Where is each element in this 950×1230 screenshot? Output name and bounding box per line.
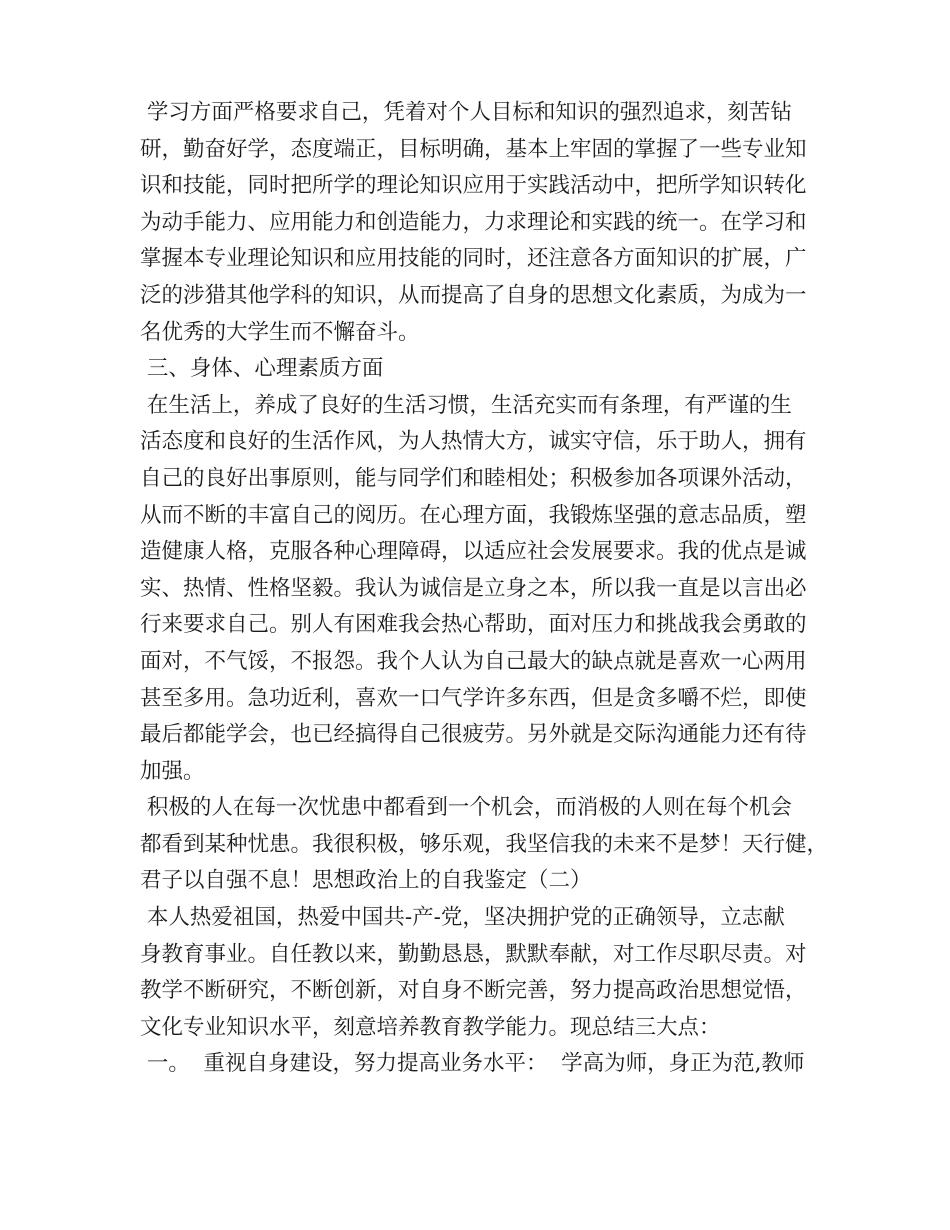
text-line: 教学不断研究，不断创新，对自身不断完善，努力提高政治思想觉悟， — [140, 978, 807, 1004]
text-line: 为动手能力、应用能力和创造能力，力求理论和实践的统一。在学习和 — [140, 209, 807, 235]
text-line: 面对，不气馁，不报怨。我个人认为自己最大的缺点就是喜欢一心两用 — [140, 648, 807, 674]
text-line: 加强。 — [140, 758, 205, 784]
text-line: 君子以自强不息！思想政治上的自我鉴定（二） — [140, 868, 592, 894]
text-line: 学习方面严格要求自己，凭着对个人目标和知识的强烈追求，刻苦钻 — [140, 100, 792, 125]
text-line: 活态度和良好的生活作风，为人热情大方，诚实守信，乐于助人，拥有 — [140, 429, 807, 455]
text-line: 积极的人在每一次忧患中都看到一个机会，而消极的人则在每个机会 — [140, 795, 792, 821]
text-line: 行来要求自己。别人有困难我会热心帮助，面对压力和挑战我会勇敢的 — [140, 612, 807, 638]
text-line: 研，勤奋好学，态度端正，目标明确，基本上牢固的掌握了一些专业知 — [140, 136, 807, 162]
text-line: 名优秀的大学生而不懈奋斗。 — [140, 319, 420, 345]
text-line: 造健康人格，克服各种心理障碍，以适应社会发展要求。我的优点是诚 — [140, 539, 807, 565]
body-text — [140, 95, 829, 1083]
text-line: 甚至多用。急功近利，喜欢一口气学许多东西，但是贪多嚼不烂，即使 — [140, 685, 807, 711]
section-heading: 三、身体、心理素质方面 — [140, 356, 384, 382]
text-line: 最后都能学会，也已经搞得自己很疲劳。另外就是交际沟通能力还有待 — [140, 722, 807, 748]
text-line: 泛的涉猎其他学科的知识，从而提高了自身的思想文化素质，为成为一 — [140, 282, 807, 308]
text-line: 识和技能，同时把所学的理论知识应用于实践活动中，把所学知识转化 — [140, 173, 807, 199]
text-line: 掌握本专业理论知识和应用技能的同时，还注意各方面知识的扩展，广 — [140, 246, 807, 272]
text-line: 自己的良好出事原则，能与同学们和睦相处；积极参加各项课外活动， — [140, 465, 807, 491]
text-line: 实、热情、性格坚毅。我认为诚信是立身之本，所以我一直是以言出必 — [140, 575, 807, 601]
text-line: 都看到某种忧患。我很积极，够乐观，我坚信我的未来不是梦！天行健， — [140, 831, 829, 857]
text-line: 在生活上，养成了良好的生活习惯，生活充实而有条理，有严谨的生 — [140, 392, 792, 418]
text-line: 一。 重视自身建设，努力提高业务水平： 学高为师，身正为范,教师 — [140, 1051, 805, 1077]
text-line: 本人热爱祖国，热爱中国共-产-党，坚决拥护党的正确领导，立志献 — [140, 905, 785, 931]
text-line: 文化专业知识水平，刻意培养教育教学能力。现总结三大点： — [140, 1014, 721, 1040]
text-line: 身教育事业。自任教以来，勤勤恳恳，默默奉献，对工作尽职尽责。对 — [140, 941, 807, 967]
text-line: 从而不断的丰富自己的阅历。在心理方面，我锻炼坚强的意志品质，塑 — [140, 502, 807, 528]
